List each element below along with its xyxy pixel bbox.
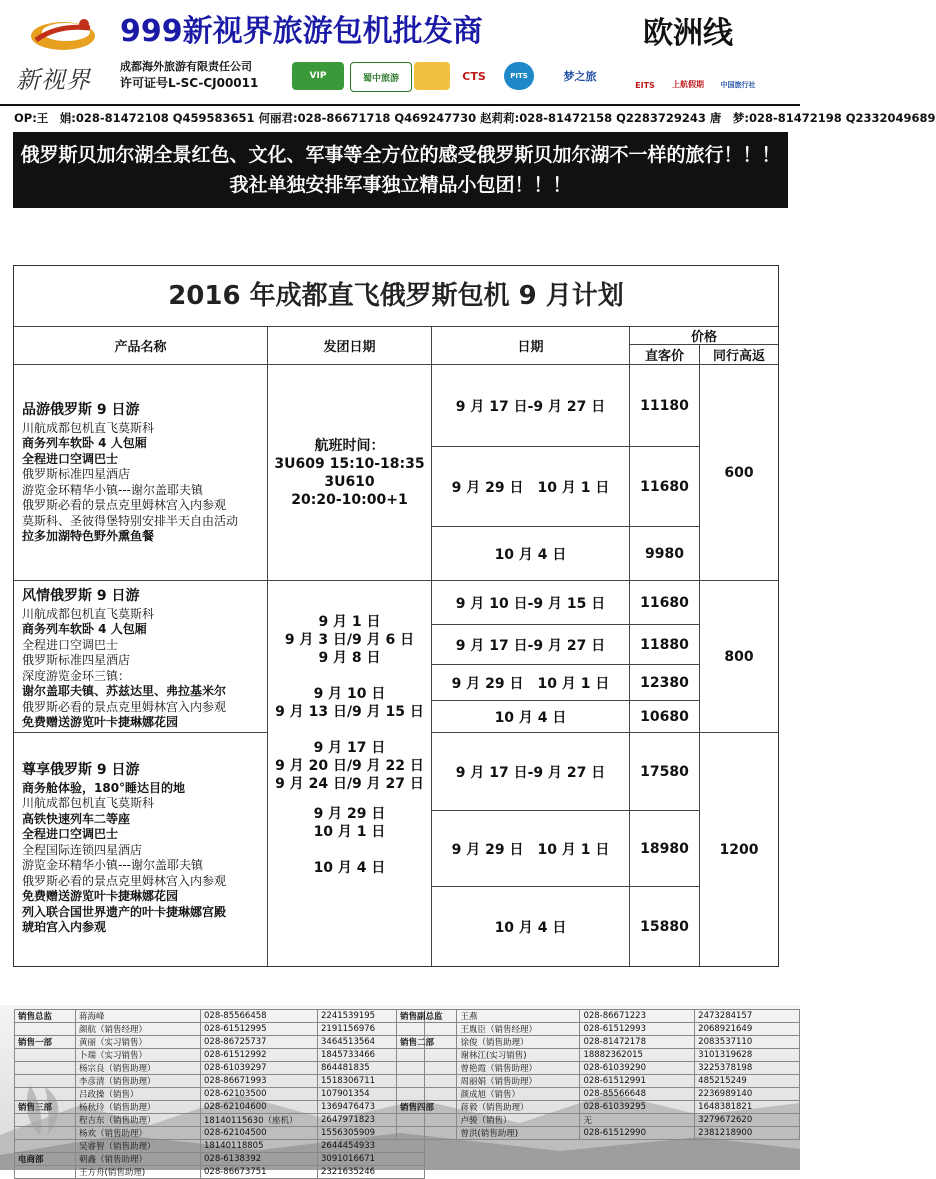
product-feature: 免费赠送游览叶卡捷琳娜花园 bbox=[22, 715, 179, 729]
staff-phone: 028-62104500 bbox=[201, 1127, 318, 1140]
staff-qq: 2473284157 bbox=[695, 1010, 800, 1023]
header-product: 产品名称 bbox=[14, 327, 268, 365]
staff-name: 曾艳霞（销售助理） bbox=[457, 1062, 580, 1075]
staff-row bbox=[397, 1127, 800, 1140]
logo-swirl-icon bbox=[28, 14, 98, 54]
staff-qq: 3279672620 bbox=[695, 1114, 800, 1127]
departure-date: 9 月 29 日 bbox=[313, 806, 386, 822]
product-feature: 商务列车软卧 4 人包厢 bbox=[22, 436, 147, 450]
staff-qq: 3101319628 bbox=[695, 1049, 800, 1062]
staff-dept bbox=[15, 1049, 76, 1062]
date-range: 9 月 17 日-9 月 27 日 bbox=[432, 625, 630, 665]
direct-price: 17580 bbox=[630, 733, 700, 811]
staff-phone: 028-62103500 bbox=[201, 1088, 318, 1101]
departure-date: 9 月 8 日 bbox=[318, 650, 381, 666]
company-name: 成都海外旅游有限责任公司 bbox=[120, 60, 252, 73]
staff-qq: 1648381821 bbox=[695, 1101, 800, 1114]
staff-name: 杨秋玲（销售助理） bbox=[76, 1101, 201, 1114]
staff-phone: 18882362015 bbox=[580, 1049, 695, 1062]
product-feature: 全程进口空调巴士 bbox=[22, 827, 119, 841]
staff-phone: 无 bbox=[580, 1114, 695, 1127]
staff-phone: 028-61512995 bbox=[201, 1023, 318, 1036]
header-peer-rebate: 同行高返 bbox=[700, 345, 778, 365]
product-feature: 游览金环精华小镇---谢尔盖耶夫镇 bbox=[22, 482, 203, 497]
departure-date: 10 月 1 日 bbox=[313, 824, 386, 840]
product-feature: 川航成都包机直飞莫斯科 bbox=[22, 420, 155, 435]
staff-name: 蒋海峰 bbox=[76, 1010, 201, 1023]
staff-name: 王胤臣（销售经理） bbox=[457, 1023, 580, 1036]
staff-row bbox=[15, 1166, 425, 1179]
product-name: 尊享俄罗斯 9 日游 bbox=[22, 762, 140, 778]
date-range: 9 月 29 日 10 月 1 日 bbox=[432, 665, 630, 701]
departure-date: 10 月 4 日 bbox=[313, 860, 386, 876]
staff-dept bbox=[397, 1075, 457, 1088]
product-feature: 琥珀宫入内参观 bbox=[22, 920, 107, 934]
staff-phone: 028-86673751 bbox=[201, 1166, 318, 1179]
product-feature: 全程国际连锁四星酒店 bbox=[22, 842, 143, 857]
date-range: 9 月 29 日 10 月 1 日 bbox=[432, 811, 630, 887]
staff-row bbox=[397, 1088, 800, 1101]
staff-name: 程吉东（销售助理） bbox=[76, 1114, 201, 1127]
staff-row bbox=[15, 1088, 425, 1101]
staff-phone: 18140118805 bbox=[201, 1140, 318, 1153]
staff-phone: 028-61039290 bbox=[580, 1062, 695, 1075]
partner-logo: CTS bbox=[462, 69, 486, 83]
staff-qq: 2381218900 bbox=[695, 1127, 800, 1140]
staff-qq: 2068921649 bbox=[695, 1023, 800, 1036]
departure-dates-cell bbox=[268, 581, 432, 967]
staff-phone: 028-61512990 bbox=[580, 1127, 695, 1140]
date-range: 10 月 4 日 bbox=[432, 527, 630, 581]
staff-name: 吴睿智（销售助理） bbox=[76, 1140, 201, 1153]
staff-dept bbox=[15, 1062, 76, 1075]
peer-rebate: 800 bbox=[700, 581, 778, 733]
op-contact-bar: OP:王 娟:028-81472108 Q459583651 何丽君:028-86671718 Q469247730 赵莉莉:028-81472158 Q2283729243 唐 梦:028-81472198 Q2332049689 bbox=[0, 104, 800, 128]
logo-text: 新视界 bbox=[16, 66, 91, 94]
date-range: 9 月 29 日 10 月 1 日 bbox=[432, 447, 630, 527]
product-feature: 全程进口空调巴士 bbox=[22, 637, 119, 652]
staff-dept: 销售四部 bbox=[397, 1101, 457, 1114]
staff-phone: 028-61039297 bbox=[201, 1062, 318, 1075]
staff-qq: 1845733466 bbox=[318, 1049, 425, 1062]
plan-grid bbox=[14, 326, 778, 967]
product-feature: 川航成都包机直飞莫斯科 bbox=[22, 796, 155, 810]
header-date: 日期 bbox=[432, 327, 630, 365]
staff-name: 吕政操（销售） bbox=[76, 1088, 201, 1101]
product-feature: 拉多加湖特色野外熏鱼餐 bbox=[22, 529, 155, 543]
product-feature: 游览金环精华小镇---谢尔盖耶夫镇 bbox=[22, 858, 203, 872]
charter-plan-table bbox=[13, 265, 779, 967]
partner-logo: 上航假期 bbox=[672, 80, 704, 89]
staff-phone: 18140115630（座机） bbox=[201, 1114, 318, 1127]
product-feature: 俄罗斯标准四星酒店 bbox=[22, 467, 131, 481]
staff-dept bbox=[15, 1140, 76, 1153]
staff-phone: 028-86671223 bbox=[580, 1010, 695, 1023]
staff-dept: 销售三部 bbox=[15, 1101, 76, 1114]
staff-qq: 1369476473 bbox=[318, 1101, 425, 1114]
staff-phone: 028-61512992 bbox=[201, 1049, 318, 1062]
route-line-name: 欧洲线 bbox=[643, 16, 733, 51]
partner-mascot-icon bbox=[414, 62, 450, 90]
direct-price: 15880 bbox=[630, 887, 700, 967]
staff-dept bbox=[397, 1023, 457, 1036]
staff-row bbox=[15, 1049, 425, 1062]
staff-dept bbox=[15, 1114, 76, 1127]
date-range: 10 月 4 日 bbox=[432, 701, 630, 733]
staff-row bbox=[397, 1010, 800, 1023]
staff-name: 徐俊（销售助理） bbox=[457, 1036, 580, 1049]
staff-name: 王燕 bbox=[457, 1010, 580, 1023]
staff-qq: 2236989140 bbox=[695, 1088, 800, 1101]
header-direct-price: 直客价 bbox=[630, 345, 700, 365]
partner-logo: 蜀中旅游 bbox=[350, 62, 412, 92]
staff-row bbox=[15, 1140, 425, 1153]
flight-times-cell bbox=[268, 365, 432, 581]
staff-row bbox=[15, 1010, 425, 1023]
staff-qq: 2191156976 bbox=[318, 1023, 425, 1036]
staff-dept bbox=[397, 1114, 457, 1127]
staff-name: 蒋毅（销售助理） bbox=[457, 1101, 580, 1114]
product-feature: 免费赠送游览叶卡捷琳娜花园 bbox=[22, 889, 179, 903]
staff-row bbox=[15, 1023, 425, 1036]
direct-price: 11680 bbox=[630, 581, 700, 625]
staff-row bbox=[15, 1062, 425, 1075]
slogan-banner bbox=[13, 132, 788, 208]
product-cell bbox=[14, 365, 268, 581]
departure-date: 9 月 10 日 bbox=[313, 686, 386, 702]
slogan-line-2: 我社单独安排军事独立精品小包团！！！ bbox=[229, 174, 572, 196]
staff-qq: 3091016671 bbox=[318, 1153, 425, 1166]
staff-row bbox=[397, 1101, 800, 1114]
date-range: 9 月 17 日-9 月 27 日 bbox=[432, 733, 630, 811]
product-feature: 深度游览金环三镇： bbox=[22, 668, 131, 683]
partner-logo: PITS bbox=[504, 62, 534, 90]
staff-dept: 销售二部 bbox=[397, 1036, 457, 1049]
product-feature: 俄罗斯必看的景点克里姆林宫入内参观 bbox=[22, 498, 227, 512]
staff-name: 颜航（销售经理） bbox=[76, 1023, 201, 1036]
departure-date: 9 月 1 日 bbox=[318, 614, 381, 630]
product-feature: 全程进口空调巴士 bbox=[22, 451, 119, 466]
staff-name: 李彦清（销售助理） bbox=[76, 1075, 201, 1088]
departure-date: 9 月 20 日/9 月 22 日 bbox=[275, 758, 424, 774]
flight-label: 航班时间： bbox=[314, 437, 385, 454]
staff-qq: 2083537110 bbox=[695, 1036, 800, 1049]
staff-qq: 485215249 bbox=[695, 1075, 800, 1088]
staff-name: 杨欢（销售助理） bbox=[76, 1127, 201, 1140]
staff-phone: 028-62104600 bbox=[201, 1101, 318, 1114]
staff-dept bbox=[15, 1127, 76, 1140]
staff-row bbox=[15, 1127, 425, 1140]
product-name: 风情俄罗斯 9 日游 bbox=[22, 588, 140, 604]
departure-date: 9 月 13 日/9 月 15 日 bbox=[275, 704, 424, 720]
main-title: 999新视界旅游包机批发商 bbox=[120, 14, 483, 49]
staff-phone: 028-85566458 bbox=[201, 1010, 318, 1023]
staff-name: 卜瑞（实习销售） bbox=[76, 1049, 201, 1062]
staff-qq: 3464513564 bbox=[318, 1036, 425, 1049]
product-feature: 俄罗斯必看的景点克里姆林宫入内参观 bbox=[22, 699, 227, 714]
staff-dept: 销售一部 bbox=[15, 1036, 76, 1049]
peer-rebate: 1200 bbox=[719, 842, 759, 858]
staff-qq: 1518306711 bbox=[318, 1075, 425, 1088]
staff-qq: 2647971823 bbox=[318, 1114, 425, 1127]
product-feature: 俄罗斯标准四星酒店 bbox=[22, 653, 131, 667]
direct-price: 11880 bbox=[630, 625, 700, 665]
partner-logo: 梦之旅 bbox=[563, 70, 597, 83]
date-range: 9 月 10 日-9 月 15 日 bbox=[432, 581, 630, 625]
staff-name: 朝鑫（销售助理） bbox=[76, 1153, 201, 1166]
staff-row bbox=[15, 1153, 425, 1166]
staff-phone: 028-85566648 bbox=[580, 1088, 695, 1101]
partner-logo: 中国旅行社 bbox=[720, 81, 756, 89]
departure-date: 9 月 3 日/9 月 6 日 bbox=[284, 632, 415, 648]
flight-return-number: 3U610 bbox=[324, 473, 375, 490]
product-feature: 商务列车软卧 4 人包厢 bbox=[22, 622, 147, 636]
company-logo bbox=[10, 8, 110, 94]
staff-row bbox=[15, 1036, 425, 1049]
product-name: 品游俄罗斯 9 日游 bbox=[22, 402, 140, 418]
product-feature: 川航成都包机直飞莫斯科 bbox=[22, 606, 155, 621]
product-feature: 俄罗斯必看的景点克里姆林宫入内参观 bbox=[22, 873, 227, 888]
product-feature: 商务舱体验，180°睡达目的地 bbox=[22, 780, 186, 795]
staff-name: 杨宗良（销售助理） bbox=[76, 1062, 201, 1075]
staff-name: 谢林江(实习销售) bbox=[457, 1049, 580, 1062]
license-number: 许可证号L-SC-CJ00011 bbox=[120, 76, 259, 90]
staff-qq: 107901354 bbox=[318, 1088, 425, 1101]
header-price: 价格 bbox=[630, 327, 778, 345]
departure-date: 9 月 24 日/9 月 27 日 bbox=[275, 776, 424, 792]
partner-logo: EITS bbox=[635, 81, 655, 90]
product-cell bbox=[14, 581, 268, 733]
peer-rebate: 600 bbox=[700, 365, 778, 581]
product-feature: 谢尔盖耶夫镇、苏兹达里、弗拉基米尔 bbox=[22, 684, 227, 698]
staff-qq: 1556305909 bbox=[318, 1127, 425, 1140]
staff-name: 黄丽（实习销售） bbox=[76, 1036, 201, 1049]
staff-row bbox=[15, 1114, 425, 1127]
direct-price: 9980 bbox=[630, 527, 700, 581]
direct-price: 12380 bbox=[630, 665, 700, 701]
header-depart: 发团日期 bbox=[268, 327, 432, 365]
staff-row bbox=[15, 1075, 425, 1088]
staff-name: 王方舟(销售助理) bbox=[76, 1166, 201, 1179]
staff-dept bbox=[397, 1127, 457, 1140]
direct-price: 10680 bbox=[630, 701, 700, 733]
partner-logos bbox=[292, 62, 792, 92]
staff-row bbox=[15, 1101, 425, 1114]
staff-dept bbox=[397, 1088, 457, 1101]
staff-phone: 028-86671993 bbox=[201, 1075, 318, 1088]
staff-table-left bbox=[14, 1009, 425, 1179]
product-feature: 莫斯科、圣彼得堡特别安排半天自由活动 bbox=[22, 513, 239, 528]
staff-row bbox=[397, 1075, 800, 1088]
staff-row bbox=[397, 1036, 800, 1049]
product-feature: 高铁快速列车二等座 bbox=[22, 811, 131, 826]
product-cell bbox=[14, 733, 268, 967]
slogan-line-1: 俄罗斯贝加尔湖全景红色、文化、军事等全方位的感受俄罗斯贝加尔湖不一样的旅行！！！ bbox=[20, 144, 781, 166]
staff-phone: 028-6138392 bbox=[201, 1153, 318, 1166]
staff-dept bbox=[15, 1166, 76, 1179]
staff-dept: 销售副总监 bbox=[397, 1010, 457, 1023]
staff-name: 曾洪(销售助理) bbox=[457, 1127, 580, 1140]
staff-dept bbox=[397, 1062, 457, 1075]
header bbox=[0, 0, 800, 100]
staff-dept bbox=[15, 1023, 76, 1036]
staff-dept: 销售总监 bbox=[15, 1010, 76, 1023]
staff-dept bbox=[397, 1049, 457, 1062]
direct-price: 11680 bbox=[630, 447, 700, 527]
staff-row bbox=[397, 1049, 800, 1062]
staff-phone: 028-61512991 bbox=[580, 1075, 695, 1088]
direct-price: 18980 bbox=[630, 811, 700, 887]
product-feature: 列入联合国世界遗产的叶卡捷琳娜宫殿 bbox=[22, 904, 227, 919]
staff-phone: 028-61512993 bbox=[580, 1023, 695, 1036]
staff-phone: 028-86725737 bbox=[201, 1036, 318, 1049]
staff-dept bbox=[15, 1088, 76, 1101]
staff-phone: 028-81472178 bbox=[580, 1036, 695, 1049]
plan-title: 2016 年成都直飞俄罗斯包机 9 月计划 bbox=[168, 281, 624, 311]
staff-dept: 电商部 bbox=[15, 1153, 76, 1166]
staff-name: 颜成旭（销售） bbox=[457, 1088, 580, 1101]
date-range: 9 月 17 日-9 月 27 日 bbox=[432, 365, 630, 447]
staff-name: 周丽娟（销售助理） bbox=[457, 1075, 580, 1088]
staff-dept bbox=[15, 1075, 76, 1088]
partner-logo: VIP bbox=[292, 62, 344, 90]
staff-row bbox=[397, 1023, 800, 1036]
departure-date: 9 月 17 日 bbox=[313, 740, 386, 756]
flight-outbound: 3U609 15:10-18:35 bbox=[274, 455, 425, 472]
staff-table-right bbox=[396, 1009, 800, 1140]
direct-price: 11180 bbox=[630, 365, 700, 447]
staff-phone: 028-61039295 bbox=[580, 1101, 695, 1114]
staff-qq: 2241539195 bbox=[318, 1010, 425, 1023]
staff-qq: 2321635246 bbox=[318, 1166, 425, 1179]
staff-row bbox=[397, 1114, 800, 1127]
staff-directory bbox=[0, 1005, 800, 1178]
staff-qq: 864481835 bbox=[318, 1062, 425, 1075]
flight-return-time: 20:20-10:00+1 bbox=[291, 491, 408, 508]
staff-row bbox=[397, 1062, 800, 1075]
staff-name: 卢骏（销售） bbox=[457, 1114, 580, 1127]
date-range: 10 月 4 日 bbox=[432, 887, 630, 967]
staff-qq: 3225378198 bbox=[695, 1062, 800, 1075]
staff-qq: 2644454933 bbox=[318, 1140, 425, 1153]
